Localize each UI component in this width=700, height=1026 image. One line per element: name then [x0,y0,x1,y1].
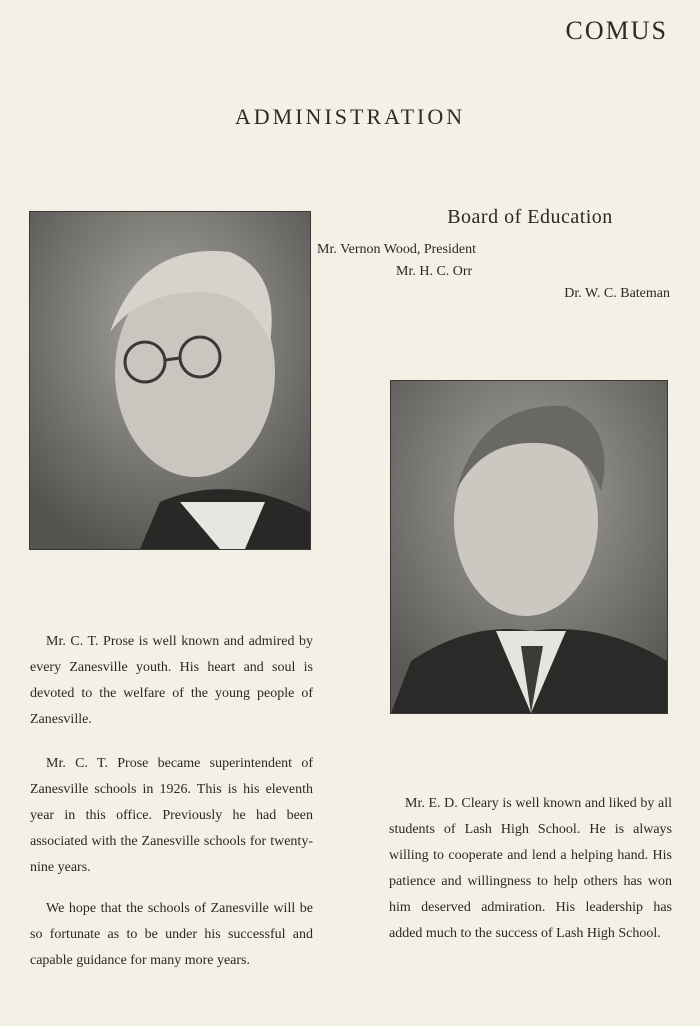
paragraph: Mr. C. T. Prose became superintendent of Zanesville schools in 1926. This is his eleventh year in this office. Previously he had been associated with the Zanesville schools for twenty-nine years. [30,756,313,875]
paragraph: Mr. C. T. Prose is well known and admired by every Zanesville youth. His heart and soul is devoted to the welfare of the young people of Zanesville. [30,634,313,727]
board-member: Dr. W. C. Bateman [564,286,670,301]
board-member: Mr. Vernon Wood, President [317,242,476,257]
portrait-illustration [30,212,310,549]
paragraph: We hope that the schools of Zanesville will be so fortunate as to be under his successful and capable guidance for many more years. [30,901,313,968]
portrait-photo-superintendent [29,211,311,550]
board-title: Board of Education [447,206,613,228]
paragraph: Mr. E. D. Cleary is well known and liked by all students of Lash High School. He is always willing to cooperate and lend a helping hand. His patience and willingness to help others has won him deserved admiration. His leadership has added much to the success of Lash High School. [389,796,672,941]
portrait-photo-principal [390,380,668,714]
board-member: Mr. H. C. Orr [396,264,473,279]
board-of-education [317,206,670,305]
portrait-illustration [391,381,667,713]
publication-header: COMUS [565,16,668,45]
page-title: ADMINISTRATION [234,104,466,129]
